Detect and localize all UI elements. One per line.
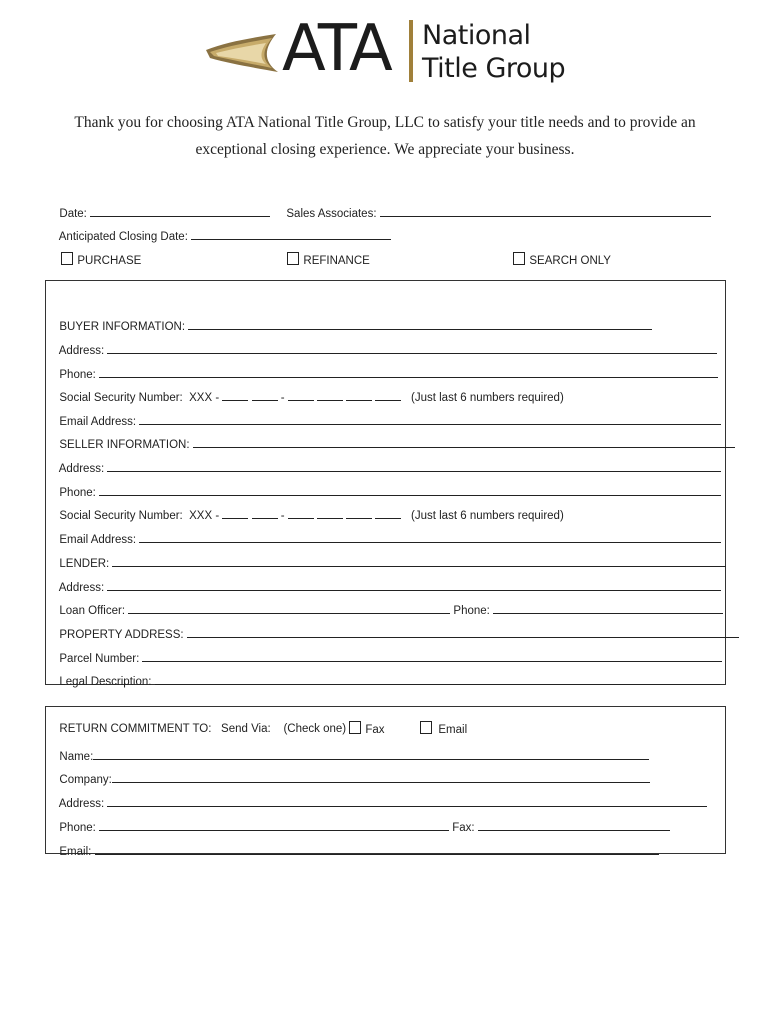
return-fax-label: Fax: (449, 822, 478, 834)
seller-phone-label: Phone: (59, 487, 100, 499)
loan-phone-label: Phone: (450, 605, 494, 617)
date-label: Date: (59, 208, 91, 220)
return-commitment-row (53, 711, 346, 735)
buyer-email-label: Email Address: (59, 416, 140, 428)
buyer-address-label: Address: (58, 345, 108, 357)
sales-associates-input-line[interactable] (380, 204, 711, 217)
fax-option-label: Fax (365, 724, 385, 736)
buyer-phone-label: Phone: (59, 369, 100, 381)
buyer-information-label: BUYER INFORMATION: (59, 321, 189, 333)
email-option[interactable] (414, 709, 467, 736)
legal-description-input-line[interactable] (155, 672, 720, 685)
property-address-label: PROPERTY ADDRESS: (59, 629, 187, 641)
email-checkbox[interactable] (420, 721, 432, 734)
sales-associates-label: Sales Associates: (286, 208, 380, 220)
refinance-label: REFINANCE (303, 255, 370, 267)
legal-description-row (53, 660, 720, 688)
ssn-dash: - (277, 510, 288, 522)
fax-checkbox[interactable] (349, 721, 361, 734)
lender-address-label: Address: (58, 582, 108, 594)
logo-line-national: National (422, 20, 531, 51)
logo-divider (409, 20, 413, 82)
ssn-dash: - (277, 392, 288, 404)
return-email-label: Email: (59, 846, 95, 858)
parcel-number-label: Parcel Number: (59, 653, 143, 665)
search-only-checkbox[interactable] (513, 252, 525, 265)
logo-line-title-group: Title Group (422, 53, 566, 84)
closing-date-row (53, 215, 391, 243)
purchase-option[interactable] (55, 240, 141, 267)
swoosh-emblem-icon (206, 28, 286, 78)
refinance-checkbox[interactable] (287, 252, 299, 265)
return-email-row (53, 830, 659, 858)
seller-address-label: Address: (58, 463, 108, 475)
email-option-label: Email (438, 724, 468, 736)
logo-brand-text: ATA (282, 12, 390, 86)
fax-option[interactable] (343, 709, 385, 736)
refinance-option[interactable] (281, 240, 370, 267)
legal-description-label: Legal Description: (59, 676, 155, 688)
search-only-label: SEARCH ONLY (529, 255, 611, 267)
loan-officer-label: Loan Officer: (59, 605, 129, 617)
search-only-option[interactable] (507, 240, 611, 267)
closing-date-input-line[interactable] (191, 227, 391, 240)
buyer-ssn-label: Social Security Number: XXX - (59, 392, 223, 404)
intro-line-1: Thank you for choosing ATA National Title Group, LLC to satisfy your title needs and to provide an (74, 114, 696, 131)
return-email-input-line[interactable] (95, 842, 659, 855)
return-phone-label: Phone: (59, 822, 100, 834)
intro-line-2: exceptional closing experience. We appreciate your business. (195, 141, 575, 158)
company-logo (206, 12, 576, 88)
seller-email-label: Email Address: (59, 534, 140, 546)
ssn-note: (Just last 6 numbers required) (411, 510, 564, 522)
seller-information-label: SELLER INFORMATION: (59, 439, 193, 451)
purchase-checkbox[interactable] (61, 252, 73, 265)
seller-ssn-label: Social Security Number: XXX - (59, 510, 223, 522)
lender-label: LENDER: (59, 558, 113, 570)
ssn-note: (Just last 6 numbers required) (411, 392, 564, 404)
return-company-label: Company: (59, 774, 112, 786)
return-address-label: Address: (58, 798, 108, 810)
return-commitment-label: RETURN COMMITMENT TO: Send Via: (Check one) (59, 723, 347, 735)
purchase-label: PURCHASE (77, 255, 142, 267)
return-name-label: Name: (59, 751, 94, 763)
closing-date-label: Anticipated Closing Date: (58, 231, 192, 243)
